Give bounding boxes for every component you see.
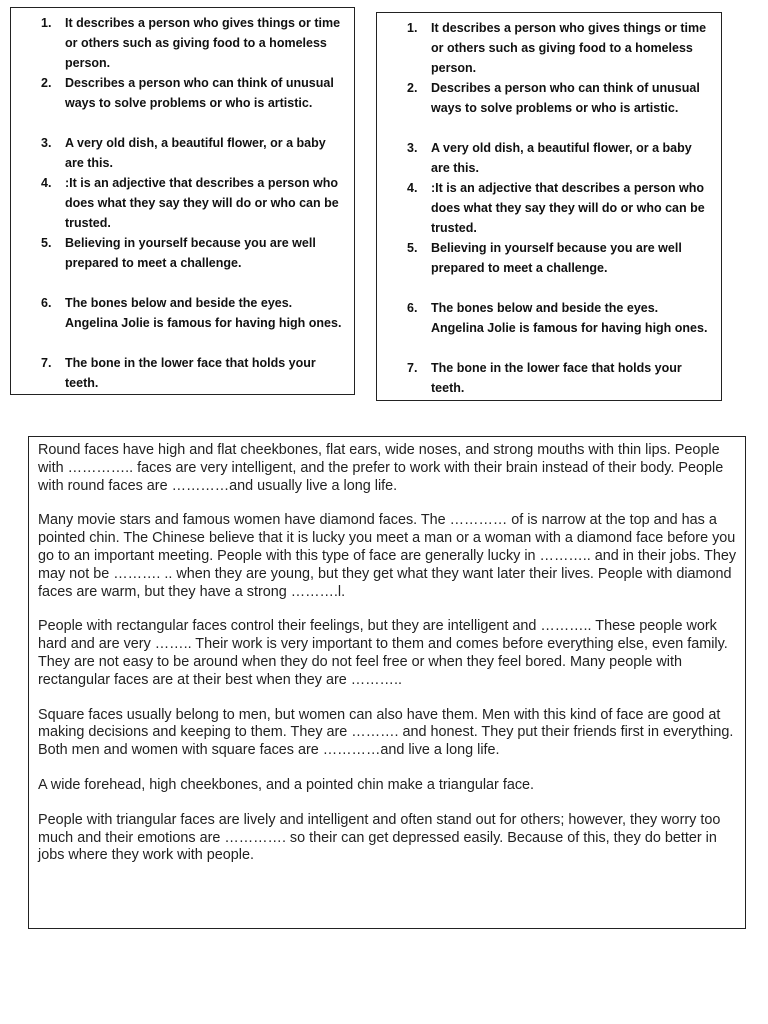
reading-paragraph: Many movie stars and famous women have diamond faces. The ………… of is narrow at the top and has a pointed chin. The Chinese believe that it is lucky you meet a man or a woman with a diamond face before you go to an important meeting. People with this type of face are generally lucky in ……….. and in their jobs. They may not be ………. .. when they are young, but they get what they want later their lives. People with diamond faces are warm, but they have a strong ……….l. xyxy=(38,512,737,600)
reading-paragraph: People with triangular faces are lively and intelligent and often stand out for others; however, they worry too much and their emotions are …………. so their can get depressed easily. Because of this, they do better in jobs where they work with people. xyxy=(38,811,721,864)
clue-text: The bones below and beside the eyes. Angelina Jolie is famous for having high ones. xyxy=(65,296,342,330)
clue-text: Believing in yourself because you are well prepared to meet a challenge. xyxy=(431,241,682,275)
clue-list xyxy=(11,8,354,394)
clue-item xyxy=(377,18,721,78)
clue-item xyxy=(11,233,354,273)
clue-item xyxy=(377,78,721,118)
clue-number: 4. xyxy=(41,176,52,190)
clue-text: A very old dish, a beautiful flower, or a baby are this. xyxy=(431,141,692,175)
clue-number: 7. xyxy=(41,356,52,370)
clue-number: 5. xyxy=(41,236,52,250)
clue-number: 1. xyxy=(41,16,52,30)
clue-number: 1. xyxy=(407,21,418,35)
reading-paragraph: Round faces have high and flat cheekbones, flat ears, wide noses, and strong mouths with thin lips. People with ………….. faces are very intelligent, and the prefer to work with their brain instead of their body. People with round faces are …………and usually live a long life. xyxy=(38,442,724,494)
clue-number: 2. xyxy=(407,81,418,95)
clue-item xyxy=(377,138,721,178)
clue-text: A very old dish, a beautiful flower, or a baby are this. xyxy=(65,136,326,170)
reading-paragraph: People with rectangular faces control their feelings, but they are intelligent and ……….. These people work hard and are very …….. Their work is very important to them and comes before everything else, even family. They are not easy to be around when they do not feel free or when they feel bored. Many people with rectangular faces are at their best when they are ……….. xyxy=(38,618,728,688)
clue-text: :It is an adjective that describes a person who does what they say they will do or who can be trusted. xyxy=(65,176,339,230)
clue-number: 3. xyxy=(407,141,418,155)
clue-box-right xyxy=(376,12,722,401)
clue-item xyxy=(377,238,721,278)
clue-number: 5. xyxy=(407,241,418,255)
clue-text: Believing in yourself because you are well prepared to meet a challenge. xyxy=(65,236,316,270)
clue-text: It describes a person who gives things or time or others such as giving food to a homeless person. xyxy=(65,16,341,70)
clue-text: Describes a person who can think of unusual ways to solve problems or who is artistic. xyxy=(65,76,334,110)
clue-text: The bone in the lower face that holds your teeth. xyxy=(65,356,316,390)
clue-item xyxy=(11,173,354,233)
clue-number: 2. xyxy=(41,76,52,90)
clue-item xyxy=(11,13,354,73)
clue-item xyxy=(377,178,721,238)
clue-item xyxy=(11,353,354,393)
clue-list xyxy=(377,13,721,400)
clue-item xyxy=(377,358,721,398)
clue-number: 6. xyxy=(41,296,52,310)
reading-passage-box xyxy=(28,436,746,929)
reading-paragraph: A wide forehead, high cheekbones, and a pointed chin make a triangular face. xyxy=(38,776,535,793)
clue-box-left xyxy=(10,7,355,395)
reading-paragraph: Square faces usually belong to men, but women can also have them. Men with this kind of face are good at making decisions and keeping to them. They are ………. and honest. They put their friends first in everything. Both men and women with square faces are …………and live a long life. xyxy=(38,706,734,759)
clue-item xyxy=(377,298,721,338)
clue-item xyxy=(11,133,354,173)
clue-text: :It is an adjective that describes a person who does what they say they will do or who can be trusted. xyxy=(431,181,705,235)
clue-number: 4. xyxy=(407,181,418,195)
clue-item xyxy=(11,293,354,333)
clue-text: It describes a person who gives things or time or others such as giving food to a homeless person. xyxy=(431,21,707,75)
clue-text: The bone in the lower face that holds your teeth. xyxy=(431,361,682,395)
clue-number: 7. xyxy=(407,361,418,375)
clue-number: 3. xyxy=(41,136,52,150)
clue-number: 6. xyxy=(407,301,418,315)
clue-text: Describes a person who can think of unusual ways to solve problems or who is artistic. xyxy=(431,81,700,115)
clue-text: The bones below and beside the eyes. Angelina Jolie is famous for having high ones. xyxy=(431,301,708,335)
clue-item xyxy=(11,73,354,113)
